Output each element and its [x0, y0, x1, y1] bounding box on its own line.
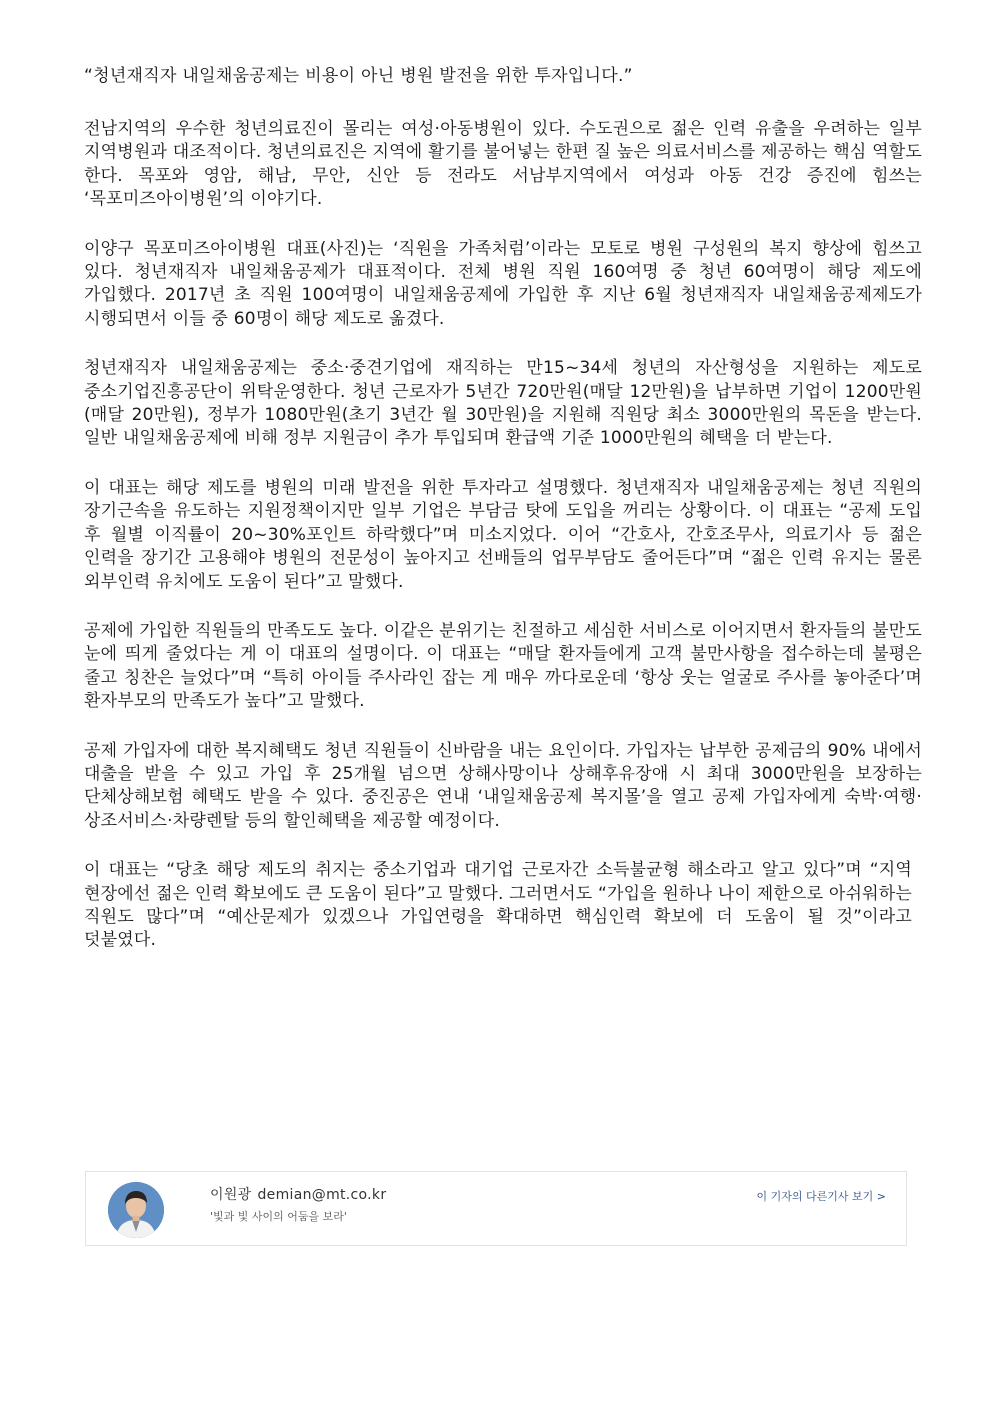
reporter-name-line — [210, 1184, 386, 1204]
reporter-email: demian@mt.co.kr — [257, 1187, 387, 1203]
reporter-box — [85, 1171, 907, 1246]
other-articles-link[interactable]: 이 기자의 다른기사 보기 > — [756, 1190, 886, 1203]
lead-quote: “청년재직자 내일채움공제는 비용이 아닌 병원 발전을 위한 투자입니다.” — [84, 66, 633, 86]
paragraph-7: 이 대표는 “당초 해당 제도의 취지는 중소기업과 대기업 근로자간 소득불균형 해소라고 알고 있다”며 “지역 현장에선 젊은 인력 확보에도 큰 도움이 된다”고 말했다. 그러면서도 “가입을 원하나 나이 제한으로 아쉬워하는 직원도 많다”며 “예산문제가 있겠으나 가입연령을 확대하면 핵심인력 확보에 더 도움이 될 것”이라고 덧붙였다. — [84, 860, 912, 951]
reporter-name: 이원광 — [210, 1187, 252, 1203]
reporter-motto: '빛과 빛 사이의 어둠을 보라' — [210, 1210, 347, 1223]
paragraph-2: 이양구 목포미즈아이병원 대표(사진)는 ‘직원을 가족처럼’이라는 모토로 병원 구성원의 복지 향상에 힘쓰고 있다. 청년재직자 내일채움공제가 대표적이다. 전체 병원 직원 160여명 중 청년 60여명이 해당 제도에 가입했다. 2017년 초 직원 100여명이 내일채움공제에 가입한 후 지난 6월 청년재직자 내일채움공제제도가 시행되면서 이들 중 60명이 해당 제도로 옮겼다. — [84, 238, 922, 329]
paragraph-4: 이 대표는 해당 제도를 병원의 미래 발전을 위한 투자라고 설명했다. 청년재직자 내일채움공제는 청년 직원의 장기근속을 유도하는 지원정책이지만 일부 기업은 부담금 탓에 도입을 꺼리는 상황이다. 이 대표는 “공제 도입 후 월별 이직률이 20~30%포인트 하락했다”며 미소지었다. 이어 “간호사, 간호조무사, 의료기사 등 젊은 인력을 장기간 고용해야 병원의 전문성이 높아지고 선배들의 업무부담도 줄어든다”며 “젊은 인력 유지는 물론 외부인력 유치에도 도움이 된다”고 말했다. — [84, 477, 922, 592]
paragraph-3: 청년재직자 내일채움공제는 중소·중견기업에 재직하는 만15~34세 청년의 자산형성을 지원하는 제도로 중소기업진흥공단이 위탁운영한다. 청년 근로자가 5년간 720만원(매달 12만원)을 납부하면 기업이 1200만원(매달 20만원), 정부가 1080만원(초기 3년간 월 30만원)을 지원해 직원당 최소 3000만원의 목돈을 받는다. 일반 내일채움공제에 비해 정부 지원금이 추가 투입되며 환급액 기준 1000만원의 혜택을 더 받는다. — [84, 358, 922, 449]
article-body — [84, 64, 922, 979]
reporter-photo-icon — [108, 1182, 164, 1238]
paragraph-1: 전남지역의 우수한 청년의료진이 몰리는 여성·아동병원이 있다. 수도권으로 젊은 인력 유출을 우려하는 일부 지역병원과 대조적이다. 청년의료진은 지역에 활기를 불어넣는 한편 질 높은 의료서비스를 제공하는 핵심 역할도 한다. 목포와 영암, 해남, 무안, 신안 등 전라도 서남부지역에서 여성과 아동 건강 증진에 힘쓰는 ‘목포미즈아이병원’의 이야기다. — [84, 119, 922, 210]
paragraph-5: 공제에 가입한 직원들의 만족도도 높다. 이같은 분위기는 친절하고 세심한 서비스로 이어지면서 환자들의 불만도 눈에 띄게 줄었다는 게 이 대표의 설명이다. 이 대표는 “매달 환자들에게 고객 불만사항을 접수하는데 불평은 줄고 칭찬은 늘었다”며 “특히 아이들 주사라인 잡는 게 매우 까다로운데 ‘항상 웃는 얼굴로 주사를 놓아준다’며 환자부모의 만족도가 높다”고 말했다. — [84, 620, 922, 712]
reporter-avatar — [108, 1182, 164, 1238]
paragraph-6: 공제 가입자에 대한 복지혜택도 청년 직원들이 신바람을 내는 요인이다. 가입자는 납부한 공제금의 90% 내에서 대출을 받을 수 있고 가입 후 25개월 넘으면 상해사망이나 상해후유장애 시 최대 3000만원을 보장하는 단체상해보험 혜택도 받을 수 있다. 중진공은 연내 ‘내일채움공제 복지몰’을 열고 공제 가입자에게 숙박·여행·상조서비스·차량렌탈 등의 할인혜택을 제공할 예정이다. — [84, 740, 922, 831]
